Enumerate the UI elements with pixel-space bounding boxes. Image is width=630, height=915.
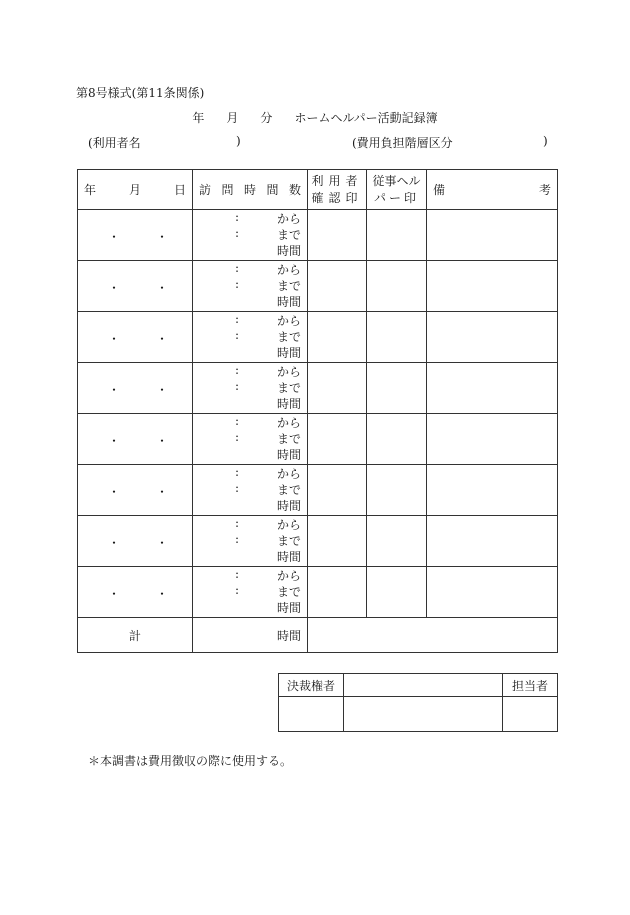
visit-time-cell[interactable] xyxy=(193,363,308,414)
visit-time-cell[interactable] xyxy=(193,516,308,567)
until-label: まで xyxy=(276,228,301,242)
table-row xyxy=(78,261,558,312)
hours-label: 時間 xyxy=(276,346,301,360)
date-cell[interactable] xyxy=(78,516,193,567)
hours-label: 時間 xyxy=(276,550,301,564)
user-confirm-seal-cell[interactable] xyxy=(308,465,367,516)
total-blank[interactable] xyxy=(308,618,558,653)
header-notes: 備 考 xyxy=(427,170,558,210)
user-confirm-seal-cell[interactable] xyxy=(308,414,367,465)
until-label: まで xyxy=(276,585,301,599)
notes-cell[interactable] xyxy=(427,312,558,363)
visit-time-cell[interactable] xyxy=(193,414,308,465)
time-colon: : xyxy=(235,379,240,393)
from-label: から xyxy=(276,416,301,430)
date-separator: ・ xyxy=(108,230,121,244)
date-separator: ・ xyxy=(108,383,121,397)
until-label: まで xyxy=(276,381,301,395)
until-label: まで xyxy=(276,330,301,344)
user-confirm-seal-cell[interactable] xyxy=(308,363,367,414)
notes-cell[interactable] xyxy=(427,261,558,312)
total-hours-cell[interactable] xyxy=(193,618,308,653)
date-separator: ・ xyxy=(108,536,121,550)
date-cell[interactable] xyxy=(78,465,193,516)
notes-cell[interactable] xyxy=(427,414,558,465)
hours-label: 時間 xyxy=(276,601,301,615)
person-in-charge-label: 担当者 xyxy=(503,674,558,697)
burden-class-close: ) xyxy=(543,134,548,148)
hours-label: 時間 xyxy=(276,448,301,462)
hours-label: 時間 xyxy=(276,499,301,513)
date-separator: ・ xyxy=(156,587,169,601)
time-colon: : xyxy=(235,210,240,224)
time-colon: : xyxy=(235,312,240,326)
approval-authority-label: 決裁権者 xyxy=(279,674,344,697)
person-in-charge-seal-box[interactable] xyxy=(503,697,558,732)
hours-label: 時間 xyxy=(276,397,301,411)
time-colon: : xyxy=(235,277,240,291)
user-confirm-seal-cell[interactable] xyxy=(308,567,367,618)
header-user-confirmation: 利用者 確認印 xyxy=(308,170,367,210)
footnote: ＊本調書は費用徴収の際に使用する。 xyxy=(88,754,293,768)
until-label: まで xyxy=(276,483,301,497)
title-part: 分 xyxy=(260,111,273,125)
user-confirm-seal-cell[interactable] xyxy=(308,210,367,261)
time-colon: : xyxy=(235,567,240,581)
notes-cell[interactable] xyxy=(427,210,558,261)
from-label: から xyxy=(276,467,301,481)
date-separator: ・ xyxy=(108,281,121,295)
date-separator: ・ xyxy=(108,587,121,601)
time-colon: : xyxy=(235,532,240,546)
activity-record-table xyxy=(77,169,558,653)
until-label: まで xyxy=(276,279,301,293)
total-label: 計 xyxy=(78,618,193,653)
from-label: から xyxy=(276,518,301,532)
date-separator: ・ xyxy=(156,332,169,346)
user-confirm-seal-cell[interactable] xyxy=(308,261,367,312)
hours-label: 時間 xyxy=(276,295,301,309)
table-row xyxy=(78,516,558,567)
approval-seal-box[interactable] xyxy=(344,697,503,732)
helper-seal-cell[interactable] xyxy=(367,567,427,618)
date-separator: ・ xyxy=(156,485,169,499)
date-separator: ・ xyxy=(108,434,121,448)
date-cell[interactable] xyxy=(78,261,193,312)
notes-cell[interactable] xyxy=(427,465,558,516)
header-helper-seal: 従事ヘル パー印 xyxy=(367,170,427,210)
date-separator: ・ xyxy=(156,536,169,550)
date-separator: ・ xyxy=(156,434,169,448)
table-row xyxy=(78,414,558,465)
date-cell[interactable] xyxy=(78,312,193,363)
approval-table xyxy=(278,673,558,732)
helper-seal-cell[interactable] xyxy=(367,312,427,363)
form-number: 第8号様式(第11条関係) xyxy=(76,86,205,100)
time-colon: : xyxy=(235,226,240,240)
from-label: から xyxy=(276,212,301,226)
time-colon: : xyxy=(235,465,240,479)
title-year: 年 xyxy=(192,111,205,125)
helper-seal-cell[interactable] xyxy=(367,465,427,516)
table-row xyxy=(78,465,558,516)
date-cell[interactable] xyxy=(78,210,193,261)
from-label: から xyxy=(276,263,301,277)
table-header-row xyxy=(78,170,558,210)
date-cell[interactable] xyxy=(78,363,193,414)
notes-cell[interactable] xyxy=(427,363,558,414)
until-label: まで xyxy=(276,432,301,446)
date-separator: ・ xyxy=(156,230,169,244)
visit-time-cell[interactable] xyxy=(193,465,308,516)
user-confirm-seal-cell[interactable] xyxy=(308,312,367,363)
time-colon: : xyxy=(235,261,240,275)
title-main: ホームヘルパー活動記録簿 xyxy=(294,111,438,125)
notes-cell[interactable] xyxy=(427,567,558,618)
visit-time-cell[interactable] xyxy=(193,261,308,312)
time-colon: : xyxy=(235,583,240,597)
until-label: まで xyxy=(276,534,301,548)
time-colon: : xyxy=(235,414,240,428)
date-separator: ・ xyxy=(108,332,121,346)
helper-seal-cell[interactable] xyxy=(367,261,427,312)
burden-class-label: (費用負担階層区分 xyxy=(352,136,453,150)
user-name-close: ) xyxy=(236,134,241,148)
hours-label: 時間 xyxy=(276,244,301,258)
user-name-label: (利用者名 xyxy=(88,136,141,150)
approval-blank-header xyxy=(344,674,503,697)
time-colon: : xyxy=(235,481,240,495)
table-row xyxy=(78,210,558,261)
date-cell[interactable] xyxy=(78,414,193,465)
total-row xyxy=(78,618,558,653)
table-row xyxy=(78,567,558,618)
total-hours-label: 時間 xyxy=(276,629,301,643)
time-colon: : xyxy=(235,430,240,444)
table-row xyxy=(78,363,558,414)
date-cell[interactable] xyxy=(78,567,193,618)
date-separator: ・ xyxy=(156,281,169,295)
from-label: から xyxy=(276,365,301,379)
visit-time-cell[interactable] xyxy=(193,567,308,618)
header-visit-hours: 訪 問 時 間 数 xyxy=(193,170,308,210)
time-colon: : xyxy=(235,516,240,530)
header-date: 年 月 日 xyxy=(78,170,193,210)
helper-seal-cell[interactable] xyxy=(367,210,427,261)
time-colon: : xyxy=(235,363,240,377)
notes-cell[interactable] xyxy=(427,516,558,567)
helper-seal-cell[interactable] xyxy=(367,363,427,414)
date-separator: ・ xyxy=(156,383,169,397)
helper-seal-cell[interactable] xyxy=(367,414,427,465)
visit-time-cell[interactable] xyxy=(193,312,308,363)
helper-seal-cell[interactable] xyxy=(367,516,427,567)
table-row xyxy=(78,312,558,363)
page-title xyxy=(0,109,630,126)
title-month: 月 xyxy=(226,111,239,125)
time-colon: : xyxy=(235,328,240,342)
visit-time-cell[interactable] xyxy=(193,210,308,261)
date-separator: ・ xyxy=(108,485,121,499)
user-confirm-seal-cell[interactable] xyxy=(308,516,367,567)
from-label: から xyxy=(276,569,301,583)
from-label: から xyxy=(276,314,301,328)
authority-seal-box[interactable] xyxy=(279,697,344,732)
